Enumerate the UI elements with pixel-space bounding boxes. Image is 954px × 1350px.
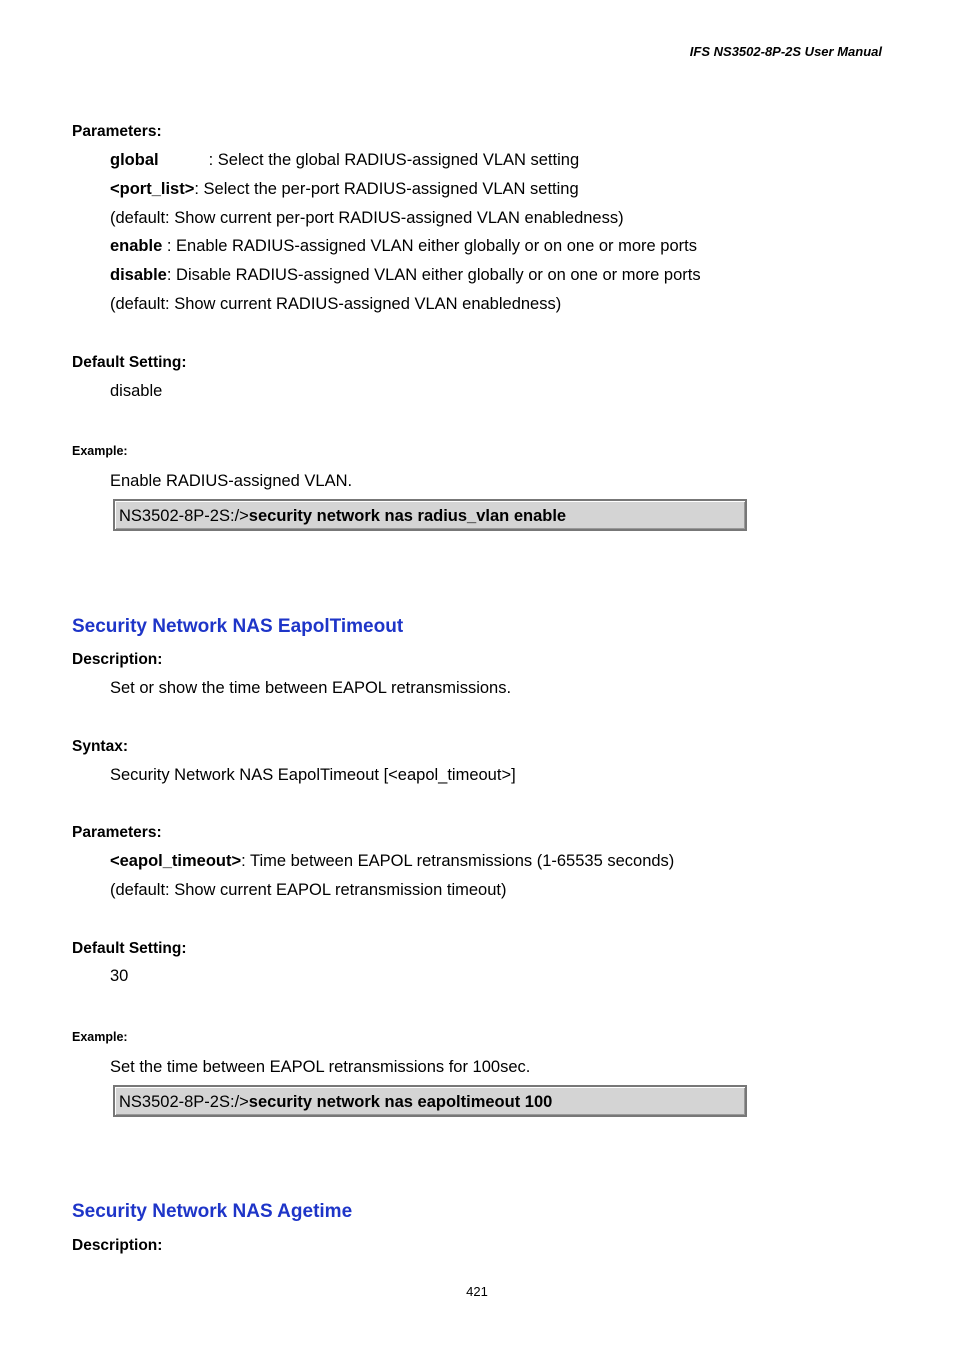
example-label: Example: [72, 444, 128, 458]
param-name: global [110, 151, 159, 169]
description-label: Description: [72, 651, 163, 668]
command-text: security network nas eapoltimeout 100 [248, 1093, 553, 1111]
param-disable [110, 266, 701, 285]
command-prompt: NS3502-8P-2S:/> [119, 1093, 249, 1111]
document-header-title: IFS NS3502-8P-2S User Manual [689, 44, 882, 59]
param-enable-default: (default: Show current RADIUS-assigned VLAN enabledness) [110, 295, 562, 313]
param-eapol-timeout [110, 852, 674, 871]
param-eapol-timeout-default: (default: Show current EAPOL retransmission timeout) [110, 881, 507, 899]
param-desc: : Time between EAPOL retransmissions (1-65535 seconds) [241, 852, 675, 870]
param-port-list [110, 180, 579, 199]
param-name: <eapol_timeout> [110, 852, 242, 870]
param-desc: : Disable RADIUS-assigned VLAN either globally or on one or more ports [166, 266, 701, 284]
parameters-label: Parameters: [72, 123, 162, 140]
command-box [113, 499, 747, 531]
page-number: 421 [466, 1284, 488, 1299]
param-name: enable [110, 237, 163, 255]
default-setting-label: Default Setting: [72, 354, 187, 371]
syntax-label: Syntax: [72, 738, 128, 755]
default-setting-label: Default Setting: [72, 940, 187, 957]
default-setting-value: 30 [110, 967, 129, 985]
description-label: Description: [72, 1237, 163, 1254]
syntax-text: Security Network NAS EapolTimeout [<eapol_timeout>] [110, 766, 516, 784]
description-text: Set or show the time between EAPOL retransmissions. [110, 679, 512, 697]
command-box [113, 1085, 747, 1117]
param-name: <port_list> [110, 180, 195, 198]
example-label: Example: [72, 1030, 128, 1044]
command-text: security network nas radius_vlan enable [248, 507, 567, 525]
default-setting-value: disable [110, 382, 163, 400]
command-line [119, 1093, 552, 1112]
param-enable [110, 237, 697, 256]
command-line [119, 507, 566, 526]
example-description: Enable RADIUS-assigned VLAN. [110, 472, 353, 490]
example-description: Set the time between EAPOL retransmissions for 100sec. [110, 1058, 531, 1076]
param-global [110, 151, 579, 170]
param-name: disable [110, 266, 167, 284]
parameters-label: Parameters: [72, 824, 162, 841]
param-desc: : Enable RADIUS-assigned VLAN either globally or on one or more ports [162, 237, 697, 255]
section-heading-eapoltimeout: Security Network NAS EapolTimeout [72, 616, 404, 637]
param-port-list-default: (default: Show current per-port RADIUS-assigned VLAN enabledness) [110, 209, 624, 227]
param-desc: : Select the per-port RADIUS-assigned VLAN setting [194, 180, 579, 198]
command-prompt: NS3502-8P-2S:/> [119, 507, 249, 525]
section-heading-agetime: Security Network NAS Agetime [72, 1201, 353, 1222]
param-desc: : Select the global RADIUS-assigned VLAN setting [208, 151, 580, 169]
